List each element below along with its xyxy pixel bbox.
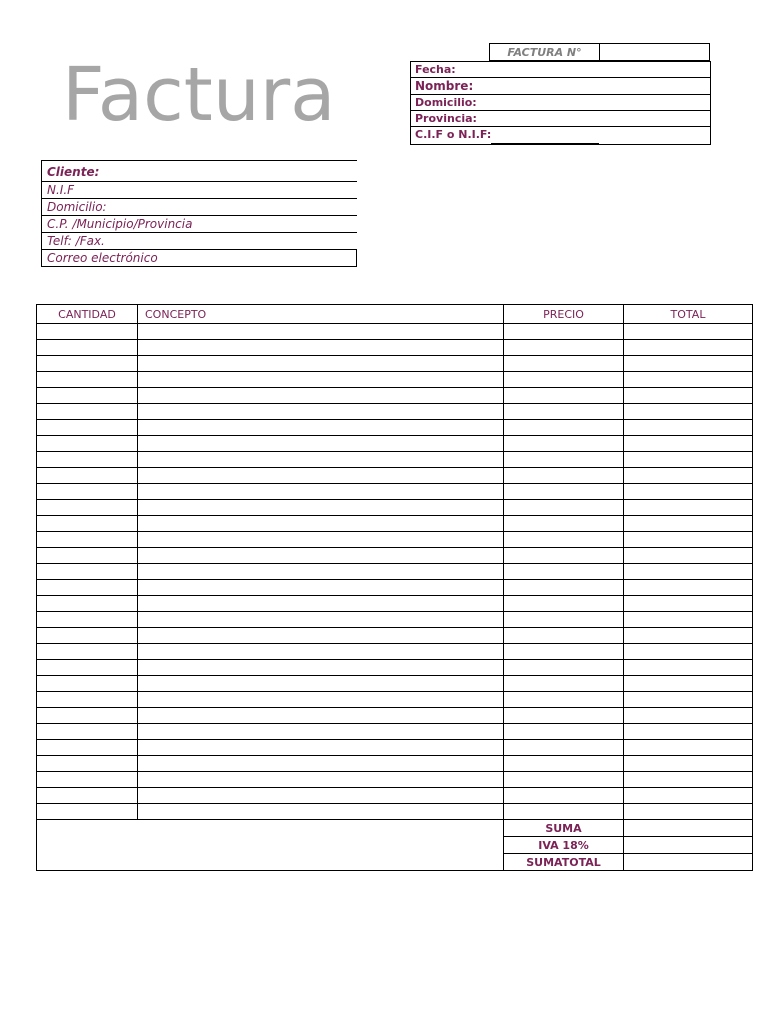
column-header-total: TOTAL: [624, 305, 753, 324]
concept-cell[interactable]: [138, 596, 504, 612]
document-title: Factura: [62, 52, 336, 138]
concept-cell[interactable]: [138, 372, 504, 388]
price-cell[interactable]: [504, 692, 624, 708]
quantity-cell[interactable]: [37, 436, 138, 452]
concept-cell[interactable]: [138, 516, 504, 532]
total-cell[interactable]: [624, 484, 753, 500]
quantity-cell[interactable]: [37, 804, 138, 820]
quantity-cell[interactable]: [37, 644, 138, 660]
items-table: [36, 304, 753, 871]
total-cell[interactable]: [624, 724, 753, 740]
price-cell[interactable]: [504, 340, 624, 356]
table-row: [37, 484, 753, 500]
table-row: [37, 356, 753, 372]
invoice-number-value[interactable]: [600, 44, 709, 60]
table-row: [37, 740, 753, 756]
total-cell[interactable]: [624, 516, 753, 532]
table-row: [37, 596, 753, 612]
concept-cell[interactable]: [138, 420, 504, 436]
table-row: [37, 660, 753, 676]
table-row: [37, 516, 753, 532]
quantity-cell[interactable]: [37, 564, 138, 580]
column-header-quantity: CANTIDAD: [37, 305, 138, 324]
price-cell[interactable]: [504, 804, 624, 820]
concept-cell[interactable]: [138, 388, 504, 404]
cif-underline: [491, 143, 599, 144]
concept-cell[interactable]: [138, 452, 504, 468]
quantity-cell[interactable]: [37, 548, 138, 564]
quantity-cell[interactable]: [37, 708, 138, 724]
concept-cell[interactable]: [138, 612, 504, 628]
concept-cell[interactable]: [138, 484, 504, 500]
price-cell[interactable]: [504, 436, 624, 452]
table-row: [37, 324, 753, 340]
total-cell[interactable]: [624, 436, 753, 452]
price-cell[interactable]: [504, 660, 624, 676]
price-cell[interactable]: [504, 596, 624, 612]
table-row: [37, 532, 753, 548]
item-rows: [37, 324, 753, 820]
total-cell[interactable]: [624, 580, 753, 596]
date-field[interactable]: Fecha:: [411, 62, 710, 78]
table-row: [37, 724, 753, 740]
quantity-cell[interactable]: [37, 356, 138, 372]
concept-cell[interactable]: [138, 724, 504, 740]
concept-cell[interactable]: [138, 804, 504, 820]
total-cell[interactable]: [624, 420, 753, 436]
total-cell[interactable]: [624, 548, 753, 564]
concept-cell[interactable]: [138, 772, 504, 788]
table-row: [37, 404, 753, 420]
quantity-cell[interactable]: [37, 516, 138, 532]
price-cell[interactable]: [504, 644, 624, 660]
table-row: [37, 692, 753, 708]
province-field[interactable]: Provincia:: [411, 111, 710, 127]
table-row: [37, 340, 753, 356]
total-cell[interactable]: [624, 372, 753, 388]
client-nif-field[interactable]: N.I.F: [41, 182, 357, 199]
totals-blank-area: [37, 820, 504, 871]
table-row: [37, 756, 753, 772]
price-cell[interactable]: [504, 788, 624, 804]
tax-label: IVA 18%: [504, 837, 624, 854]
subtotal-row: [37, 820, 753, 837]
grand-total-value[interactable]: [624, 854, 753, 871]
table-row: [37, 548, 753, 564]
quantity-cell[interactable]: [37, 612, 138, 628]
concept-cell[interactable]: [138, 708, 504, 724]
quantity-cell[interactable]: [37, 484, 138, 500]
client-email-field[interactable]: Correo electrónico: [41, 250, 357, 267]
concept-cell[interactable]: [138, 356, 504, 372]
concept-cell[interactable]: [138, 756, 504, 772]
quantity-cell[interactable]: [37, 756, 138, 772]
price-cell[interactable]: [504, 468, 624, 484]
total-cell[interactable]: [624, 692, 753, 708]
concept-cell[interactable]: [138, 500, 504, 516]
table-row: [37, 388, 753, 404]
invoice-number-box: [489, 43, 710, 61]
price-cell[interactable]: [504, 484, 624, 500]
table-row: [37, 452, 753, 468]
cif-field[interactable]: [411, 127, 710, 144]
table-row: [37, 708, 753, 724]
concept-cell[interactable]: [138, 436, 504, 452]
quantity-cell[interactable]: [37, 628, 138, 644]
quantity-cell[interactable]: [37, 500, 138, 516]
total-cell[interactable]: [624, 404, 753, 420]
concept-cell[interactable]: [138, 692, 504, 708]
table-row: [37, 676, 753, 692]
concept-cell[interactable]: [138, 788, 504, 804]
price-cell[interactable]: [504, 772, 624, 788]
price-cell[interactable]: [504, 388, 624, 404]
quantity-cell[interactable]: [37, 724, 138, 740]
quantity-cell[interactable]: [37, 372, 138, 388]
price-cell[interactable]: [504, 612, 624, 628]
price-cell[interactable]: [504, 580, 624, 596]
quantity-cell[interactable]: [37, 788, 138, 804]
concept-cell[interactable]: [138, 644, 504, 660]
total-cell[interactable]: [624, 804, 753, 820]
concept-cell[interactable]: [138, 532, 504, 548]
total-cell[interactable]: [624, 564, 753, 580]
total-cell[interactable]: [624, 356, 753, 372]
table-row: [37, 436, 753, 452]
concept-cell[interactable]: [138, 660, 504, 676]
concept-cell[interactable]: [138, 564, 504, 580]
total-cell[interactable]: [624, 452, 753, 468]
subtotal-value[interactable]: [624, 820, 753, 837]
cif-label: C.I.F o N.I.F:: [415, 128, 492, 141]
total-cell[interactable]: [624, 708, 753, 724]
table-row: [37, 612, 753, 628]
quantity-cell[interactable]: [37, 324, 138, 340]
total-cell[interactable]: [624, 500, 753, 516]
total-cell[interactable]: [624, 676, 753, 692]
quantity-cell[interactable]: [37, 596, 138, 612]
price-cell[interactable]: [504, 452, 624, 468]
client-postal-field[interactable]: C.P. /Municipio/Provincia: [41, 216, 357, 233]
concept-cell[interactable]: [138, 468, 504, 484]
invoice-number-label: FACTURA N°: [490, 44, 600, 60]
quantity-cell[interactable]: [37, 420, 138, 436]
quantity-cell[interactable]: [37, 692, 138, 708]
table-row: [37, 420, 753, 436]
client-box: [41, 160, 357, 267]
total-cell[interactable]: [624, 596, 753, 612]
name-field[interactable]: Nombre:: [411, 78, 710, 95]
grand-total-label: SUMATOTAL: [504, 854, 624, 871]
concept-cell[interactable]: [138, 324, 504, 340]
address-field[interactable]: Domicilio:: [411, 95, 710, 111]
concept-cell[interactable]: [138, 580, 504, 596]
price-cell[interactable]: [504, 500, 624, 516]
total-cell[interactable]: [624, 324, 753, 340]
concept-cell[interactable]: [138, 740, 504, 756]
total-cell[interactable]: [624, 772, 753, 788]
total-cell[interactable]: [624, 740, 753, 756]
issuer-box: [410, 61, 711, 145]
quantity-cell[interactable]: [37, 532, 138, 548]
total-cell[interactable]: [624, 756, 753, 772]
concept-cell[interactable]: [138, 548, 504, 564]
tax-value[interactable]: [624, 837, 753, 854]
client-label[interactable]: Cliente:: [41, 161, 357, 182]
quantity-cell[interactable]: [37, 676, 138, 692]
table-row: [37, 500, 753, 516]
table-row: [37, 804, 753, 820]
column-header-concept: CONCEPTO: [138, 305, 504, 324]
price-cell[interactable]: [504, 516, 624, 532]
price-cell[interactable]: [504, 756, 624, 772]
client-address-field[interactable]: Domicilio:: [41, 199, 357, 216]
totals-section: [37, 820, 753, 871]
quantity-cell[interactable]: [37, 740, 138, 756]
table-row: [37, 772, 753, 788]
price-cell[interactable]: [504, 628, 624, 644]
quantity-cell[interactable]: [37, 452, 138, 468]
concept-cell[interactable]: [138, 676, 504, 692]
price-cell[interactable]: [504, 420, 624, 436]
price-cell[interactable]: [504, 404, 624, 420]
concept-cell[interactable]: [138, 404, 504, 420]
subtotal-label: SUMA: [504, 820, 624, 837]
table-row: [37, 564, 753, 580]
price-cell[interactable]: [504, 676, 624, 692]
quantity-cell[interactable]: [37, 388, 138, 404]
quantity-cell[interactable]: [37, 468, 138, 484]
price-cell[interactable]: [504, 724, 624, 740]
table-row: [37, 788, 753, 804]
total-cell[interactable]: [624, 788, 753, 804]
price-cell[interactable]: [504, 324, 624, 340]
price-cell[interactable]: [504, 564, 624, 580]
total-cell[interactable]: [624, 340, 753, 356]
client-phone-field[interactable]: Telf: /Fax.: [41, 233, 357, 250]
price-cell[interactable]: [504, 548, 624, 564]
price-cell[interactable]: [504, 532, 624, 548]
total-cell[interactable]: [624, 660, 753, 676]
quantity-cell[interactable]: [37, 660, 138, 676]
total-cell[interactable]: [624, 468, 753, 484]
quantity-cell[interactable]: [37, 340, 138, 356]
total-cell[interactable]: [624, 532, 753, 548]
quantity-cell[interactable]: [37, 580, 138, 596]
table-header-row: [37, 305, 753, 324]
quantity-cell[interactable]: [37, 404, 138, 420]
total-cell[interactable]: [624, 644, 753, 660]
total-cell[interactable]: [624, 388, 753, 404]
column-header-price: PRECIO: [504, 305, 624, 324]
quantity-cell[interactable]: [37, 772, 138, 788]
total-cell[interactable]: [624, 612, 753, 628]
price-cell[interactable]: [504, 740, 624, 756]
table-row: [37, 628, 753, 644]
price-cell[interactable]: [504, 708, 624, 724]
total-cell[interactable]: [624, 628, 753, 644]
concept-cell[interactable]: [138, 340, 504, 356]
table-row: [37, 372, 753, 388]
table-row: [37, 644, 753, 660]
price-cell[interactable]: [504, 356, 624, 372]
price-cell[interactable]: [504, 372, 624, 388]
table-row: [37, 580, 753, 596]
concept-cell[interactable]: [138, 628, 504, 644]
table-row: [37, 468, 753, 484]
